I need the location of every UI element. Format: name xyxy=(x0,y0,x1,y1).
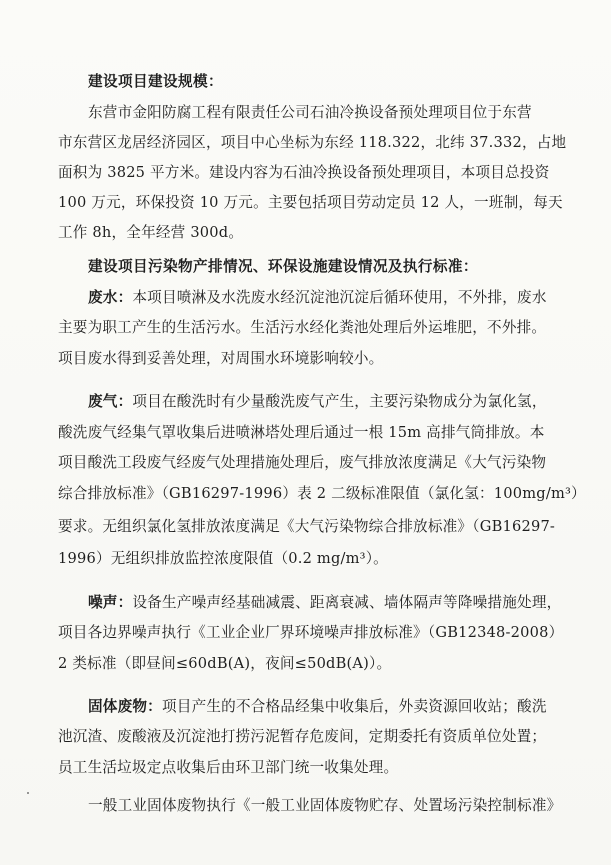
solid-paragraph-first-line xyxy=(88,698,547,716)
wastegas-line-6: 1996）无组织排放监控浓度限值（0.2 mg/m³）。 xyxy=(58,550,388,567)
solid-label: 固体废物： xyxy=(88,698,162,715)
wastegas-label: 废气： xyxy=(88,393,133,410)
general-solid-standard-line: 一般工业固体废物执行《一般工业固体废物贮存、处置场污染控制标准》 xyxy=(88,797,562,814)
pollution-heading: 建设项目污染物产排情况、环保设施建设情况及执行标准： xyxy=(88,258,478,275)
scan-dot xyxy=(27,792,29,794)
wastewater-label: 废水： xyxy=(88,289,133,306)
scale-line-3: 面积为 3825 平方米。建设内容为石油冷换设备预处理项目，本项目总投资 xyxy=(58,164,550,181)
scale-line-1: 东营市金阳防腐工程有限责任公司石油冷换设备预处理项目位于东营 xyxy=(88,104,532,121)
noise-paragraph-first-line xyxy=(88,594,561,612)
scale-line-4: 100 万元，环保投资 10 万元。主要包括项目劳动定员 12 人，一班制，每天 xyxy=(58,194,563,211)
wastewater-line-2: 主要为职工产生的生活污水。生活污水经化粪池处理后外运堆肥，不外排。 xyxy=(58,319,547,336)
wastewater-paragraph-first-line xyxy=(88,289,547,307)
noise-text: 设备生产噪声经基础减震、距离衰减、墙体隔声等降噪措施处理， xyxy=(132,594,562,611)
scale-line-2: 市东营区龙居经济园区，项目中心坐标为东经 118.322，北纬 37.332，占地 xyxy=(58,134,567,151)
wastegas-line-3: 项目酸洗工段废气经废气处理措施处理后，废气排放浓度满足《大气污染物 xyxy=(58,454,547,471)
noise-label: 噪声： xyxy=(88,594,133,611)
wastewater-text: 本项目喷淋及水洗废水经沉淀池沉淀后循环使用，不外排，废水 xyxy=(132,289,547,306)
scale-heading: 建设项目建设规模： xyxy=(88,73,223,90)
wastewater-line-3: 项目废水得到妥善处理，对周围水环境影响较小。 xyxy=(58,350,384,367)
wastegas-paragraph-first-line xyxy=(88,393,547,411)
solid-line-2: 池沉渣、废酸液及沉淀池打捞污泥暂存危废间，定期委托有资质单位处置； xyxy=(58,728,547,745)
wastegas-text: 项目在酸洗时有少量酸洗废气产生，主要污染物成分为氯化氢， xyxy=(132,393,547,410)
solid-line-3: 员工生活垃圾定点收集后由环卫部门统一收集处理。 xyxy=(58,759,399,776)
wastegas-line-4: 综合排放标准》（GB16297-1996）表 2 二级标准限值（氯化氢：100mg/m³） xyxy=(58,485,586,502)
noise-line-2: 项目各边界噪声执行《工业企业厂界环境噪声排放标准》（GB12348-2008） xyxy=(58,624,564,641)
scale-line-5: 工作 8h，全年经营 300d。 xyxy=(58,224,244,241)
wastegas-line-2: 酸洗废气经集气罩收集后进喷淋塔处理后通过一根 15m 高排气筒排放。本 xyxy=(58,424,545,441)
noise-line-3: 2 类标准（即昼间≤60dB(A)，夜间≤50dB(A)）。 xyxy=(58,655,392,672)
wastegas-line-5: 要求。无组织氯化氢排放浓度满足《大气污染物综合排放标准》（GB16297- xyxy=(58,518,556,535)
solid-text: 项目产生的不合格品经集中收集后，外卖资源回收站；酸洗 xyxy=(161,698,547,715)
